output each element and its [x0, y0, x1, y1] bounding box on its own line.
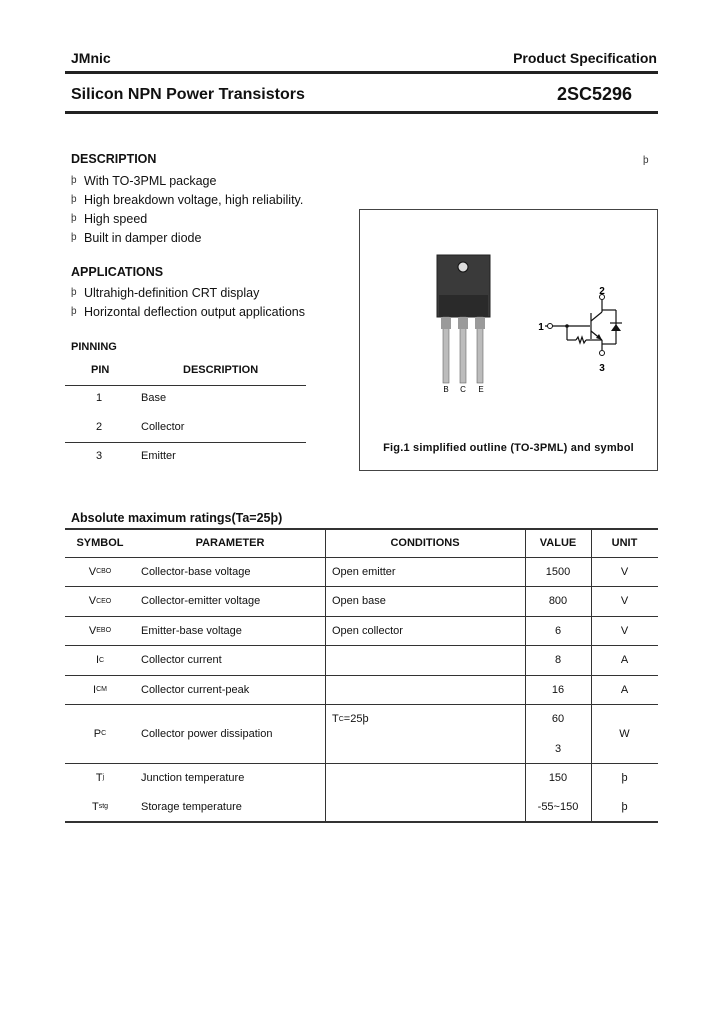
- applications-title: APPLICATIONS: [71, 265, 164, 279]
- lead-label-b: B: [443, 385, 449, 394]
- diode-icon: [611, 324, 621, 331]
- bullet-icon: þ: [71, 306, 77, 317]
- table-row: 1 Base: [96, 392, 167, 404]
- value-header: VALUE: [539, 536, 577, 549]
- figure-caption: Fig.1 simplified outline (TO-3PML) and symbol: [383, 442, 634, 454]
- header-rule: [65, 71, 658, 74]
- symbol-header: SYMBOL: [76, 536, 124, 549]
- terminal-3-icon: [600, 351, 605, 356]
- part-number: 2SC5296: [556, 84, 632, 104]
- list-item: þ High speed: [71, 211, 148, 226]
- bullet-icon: þ: [71, 194, 77, 205]
- lead-label-c: C: [460, 385, 466, 394]
- description-header: DESCRIPTION: [183, 364, 259, 376]
- product-line: Silicon NPN Power Transistors: [71, 86, 305, 103]
- symbol-label-1: 1: [538, 322, 544, 333]
- bullet-icon: þ: [71, 287, 77, 298]
- applications-list: [71, 283, 305, 321]
- lead-label-e: E: [478, 385, 484, 394]
- npn-symbol-icon: [545, 300, 616, 350]
- title-rule: [65, 111, 658, 114]
- mounting-hole-icon: [458, 262, 468, 272]
- bullet-icon: þ: [71, 213, 77, 224]
- list-item: þ Built in damper diode: [71, 230, 202, 245]
- parameter-header: PARAMETER: [195, 536, 265, 549]
- unit-header: UNIT: [611, 536, 638, 549]
- brand-name: JMnic: [71, 50, 111, 66]
- list-item: þ With TO-3PML package: [71, 173, 217, 188]
- transistor-outline-image: [360, 210, 657, 435]
- description-title: DESCRIPTION: [71, 152, 157, 166]
- table-rule: [65, 385, 306, 386]
- table-row: 3 Emitter: [96, 450, 176, 462]
- list-item: þ Ultrahigh-definition CRT display: [71, 285, 260, 300]
- list-item: þ Horizontal deflection output applications: [71, 304, 305, 319]
- list-item: þ High breakdown voltage, high reliability.: [71, 192, 304, 207]
- stray-glyph: þ: [643, 155, 649, 166]
- doc-type: Product Specification: [513, 50, 657, 66]
- bullet-icon: þ: [71, 175, 77, 186]
- symbol-label-3: 3: [599, 363, 605, 374]
- conditions-header: CONDITIONS: [390, 536, 460, 549]
- table-row: 2 Collector: [96, 421, 185, 433]
- terminal-1-icon: [548, 324, 553, 329]
- table-rule: [65, 442, 306, 443]
- ratings-title: Absolute maximum ratings(Ta=25þ): [71, 511, 283, 525]
- figure-box: [359, 209, 658, 471]
- pin-header: PIN: [91, 364, 110, 376]
- symbol-label-2: 2: [599, 286, 605, 297]
- bullet-icon: þ: [71, 232, 77, 243]
- pinning-title: PINNING: [71, 341, 117, 353]
- ratings-table: SYMBOL PARAMETER CONDITIONS VALUE UNIT V CBO Collector-base voltage Open emitter 1500 V V CEO Collector-emitter voltage Open base 800 V V EBO Emitter-base voltage Open collector 6 V I C Collector current 8 A I CM Collector current-peak 16 A P C Collector power dissipation T C =25þ 60 3 W T j Junction temperature 150 þ T stg Storage temperature -55~150 þ: [65, 528, 658, 822]
- description-list: [71, 171, 303, 247]
